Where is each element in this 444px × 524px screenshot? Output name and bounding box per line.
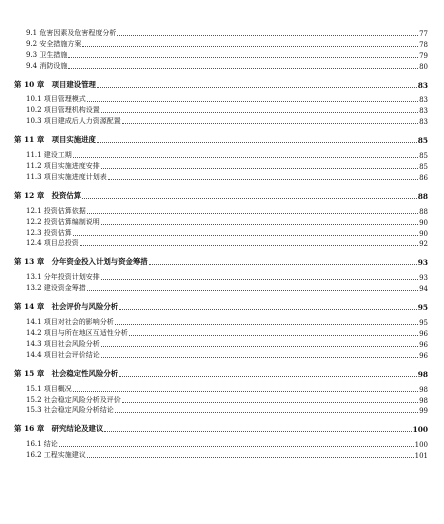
toc-entry-title: 9.4 消防设施: [26, 61, 68, 70]
toc-entry-title: 14.4 项目社会评价结论: [26, 350, 100, 359]
toc-dot-leader: [87, 457, 414, 458]
toc-section-row[interactable]: [0, 38, 444, 49]
toc-entry-title: 15.3 社会稳定风险分析结论: [26, 406, 114, 415]
toc-dot-leader: [73, 157, 418, 158]
toc-dot-leader: [101, 112, 418, 113]
toc-dot-leader: [87, 213, 418, 214]
toc-chapter-row[interactable]: [0, 126, 444, 148]
toc-page-number: 85: [419, 152, 428, 161]
toc-entry-title: 第 10 章 项目建设管理: [14, 79, 96, 89]
toc-entry-title: 12.3 投资估算: [26, 228, 72, 237]
toc-section-row[interactable]: [0, 282, 444, 293]
toc-dot-leader: [115, 324, 418, 325]
toc-dot-leader: [117, 35, 418, 36]
toc-dot-leader: [101, 346, 418, 347]
toc-page-number: 100: [412, 425, 428, 435]
toc-section-row[interactable]: [0, 327, 444, 338]
toc-page-number: 79: [419, 51, 428, 60]
toc-page-number: 95: [419, 319, 428, 328]
toc-section-row[interactable]: [0, 227, 444, 238]
toc-page-number: 85: [419, 163, 428, 172]
toc-entry-title: 13.1 分年投资计划安排: [26, 273, 100, 282]
toc-chapter-row[interactable]: [0, 415, 444, 437]
toc-section-row[interactable]: [0, 349, 444, 360]
toc-page-number: 95: [417, 303, 428, 313]
toc-entry-title: 10.1 项目管理模式: [26, 95, 86, 104]
toc-page-number: 83: [419, 107, 428, 116]
toc-chapter-row[interactable]: [0, 360, 444, 382]
toc-dot-leader: [80, 245, 418, 246]
toc-dot-leader: [104, 431, 411, 432]
toc-page-number: 99: [419, 407, 428, 416]
toc-page-number: 101: [414, 452, 428, 461]
toc-dot-leader: [73, 235, 418, 236]
toc-page-number: 98: [419, 396, 428, 405]
toc-entry-title: 13.2 建设资金筹措: [26, 284, 86, 293]
toc-entry-title: 11.1 建设工期: [26, 151, 72, 160]
toc-page-number: 93: [419, 274, 428, 283]
toc-entry-title: 16.2 工程实施建议: [26, 451, 86, 460]
toc-page-number: 100: [414, 441, 428, 450]
toc-section-row[interactable]: [0, 405, 444, 416]
toc-page-number: 83: [419, 96, 428, 105]
toc-entry-title: 11.3 项目实施进度计划表: [26, 172, 107, 181]
toc-section-row[interactable]: [0, 338, 444, 349]
toc-section-row[interactable]: [0, 316, 444, 327]
toc-dot-leader: [101, 224, 418, 225]
toc-chapter-row[interactable]: [0, 182, 444, 204]
toc-entry-title: 15.2 社会稳定风险分析及评价: [26, 395, 121, 404]
toc-page-number: 83: [419, 118, 428, 127]
toc-entry-title: 第 12 章 投资估算: [14, 190, 82, 200]
toc-page-number: 92: [419, 240, 428, 249]
toc-dot-leader: [108, 179, 418, 180]
toc-page-number: 85: [417, 136, 428, 146]
toc-dot-leader: [97, 87, 417, 88]
toc-entry-title: 12.2 投资估算编制说明: [26, 217, 100, 226]
toc-entry-title: 12.4 项目总投资: [26, 239, 79, 248]
toc-dot-leader: [68, 57, 418, 58]
toc-entry-title: 9.1 危害因素及危害程度分析: [26, 28, 117, 37]
toc-section-row[interactable]: [0, 383, 444, 394]
toc-dot-leader: [87, 101, 418, 102]
toc-entry-title: 14.1 项目对社会的影响分析: [26, 318, 114, 327]
toc-page-number: 90: [419, 218, 428, 227]
toc-entry-title: 第 16 章 研究结论及建议: [14, 424, 104, 434]
toc-page-number: 94: [419, 285, 428, 294]
toc-page-number: 78: [419, 40, 428, 49]
toc-page-number: 96: [419, 330, 428, 339]
toc-page-number: 80: [419, 62, 428, 71]
toc-dot-leader: [87, 290, 418, 291]
toc-dot-leader: [101, 279, 418, 280]
toc-entry-title: 11.2 项目实施进度安排: [26, 162, 100, 171]
toc-page-number: 93: [417, 258, 428, 268]
toc-section-row[interactable]: [0, 27, 444, 38]
toc-dot-leader: [115, 412, 418, 413]
toc-section-row[interactable]: [0, 238, 444, 249]
toc-page-number: 86: [419, 173, 428, 182]
toc-dot-leader: [68, 68, 418, 69]
toc-section-row[interactable]: [0, 205, 444, 216]
toc-section-row[interactable]: [0, 149, 444, 160]
toc-page-number: 88: [417, 191, 428, 201]
toc-section-row[interactable]: [0, 394, 444, 405]
toc-dot-leader: [73, 391, 418, 392]
toc-chapter-row[interactable]: [0, 248, 444, 270]
toc-section-row[interactable]: [0, 160, 444, 171]
toc-entry-title: 16.1 结论: [26, 440, 58, 449]
toc-section-row[interactable]: [0, 271, 444, 282]
toc-entry-title: 10.2 项目管理机构设置: [26, 106, 100, 115]
toc-section-row[interactable]: [0, 94, 444, 105]
toc-dot-leader: [129, 335, 418, 336]
toc-page-number: 96: [419, 340, 428, 349]
toc-entry-title: 12.1 投资估算依据: [26, 206, 86, 215]
toc-dot-leader: [149, 264, 417, 265]
toc-entry-title: 9.2 安全措施方案: [26, 39, 82, 48]
toc-dot-leader: [59, 446, 414, 447]
toc-entry-title: 10.3 项目建成后人力资源配置: [26, 117, 121, 126]
toc-page-number: 88: [419, 207, 428, 216]
toc-section-row[interactable]: [0, 216, 444, 227]
toc-dot-leader: [101, 168, 418, 169]
toc-section-row[interactable]: [0, 171, 444, 182]
toc-entry-title: 9.3 卫生措施: [26, 50, 68, 59]
toc-entry-title: 第 15 章 社会稳定性风险分析: [14, 368, 119, 378]
toc-chapter-row[interactable]: [0, 293, 444, 315]
toc-dot-leader: [82, 46, 418, 47]
toc-dot-leader: [122, 123, 418, 124]
toc-section-row[interactable]: [0, 115, 444, 126]
toc-entry-title: 第 14 章 社会评价与风险分析: [14, 302, 119, 312]
toc-section-row[interactable]: [0, 60, 444, 71]
toc-section-row[interactable]: [0, 104, 444, 115]
toc-dot-leader: [82, 198, 417, 199]
toc-dot-leader: [101, 357, 418, 358]
toc-page-number: 90: [419, 229, 428, 238]
toc-section-row[interactable]: [0, 49, 444, 60]
toc-page-number: 83: [417, 80, 428, 90]
toc-entry-title: 15.1 项目概况: [26, 384, 72, 393]
toc-section-row[interactable]: [0, 438, 444, 449]
toc-page-number: 98: [419, 385, 428, 394]
toc-page-number: 98: [417, 369, 428, 379]
toc-entry-title: 14.3 项目社会风险分析: [26, 339, 100, 348]
toc-dot-leader: [97, 142, 417, 143]
toc-page-number: 96: [419, 351, 428, 360]
toc-page-number: 77: [419, 29, 428, 38]
toc-chapter-row[interactable]: [0, 71, 444, 93]
toc-dot-leader: [119, 309, 417, 310]
toc-section-row[interactable]: [0, 449, 444, 460]
toc-entry-title: 第 11 章 项目实施进度: [14, 135, 96, 145]
toc-entry-title: 14.2 项目与所在地区互适性分析: [26, 329, 128, 338]
toc-dot-leader: [122, 402, 418, 403]
toc-dot-leader: [119, 376, 417, 377]
toc-entry-title: 第 13 章 分年资金投入计划与资金筹措: [14, 257, 148, 267]
